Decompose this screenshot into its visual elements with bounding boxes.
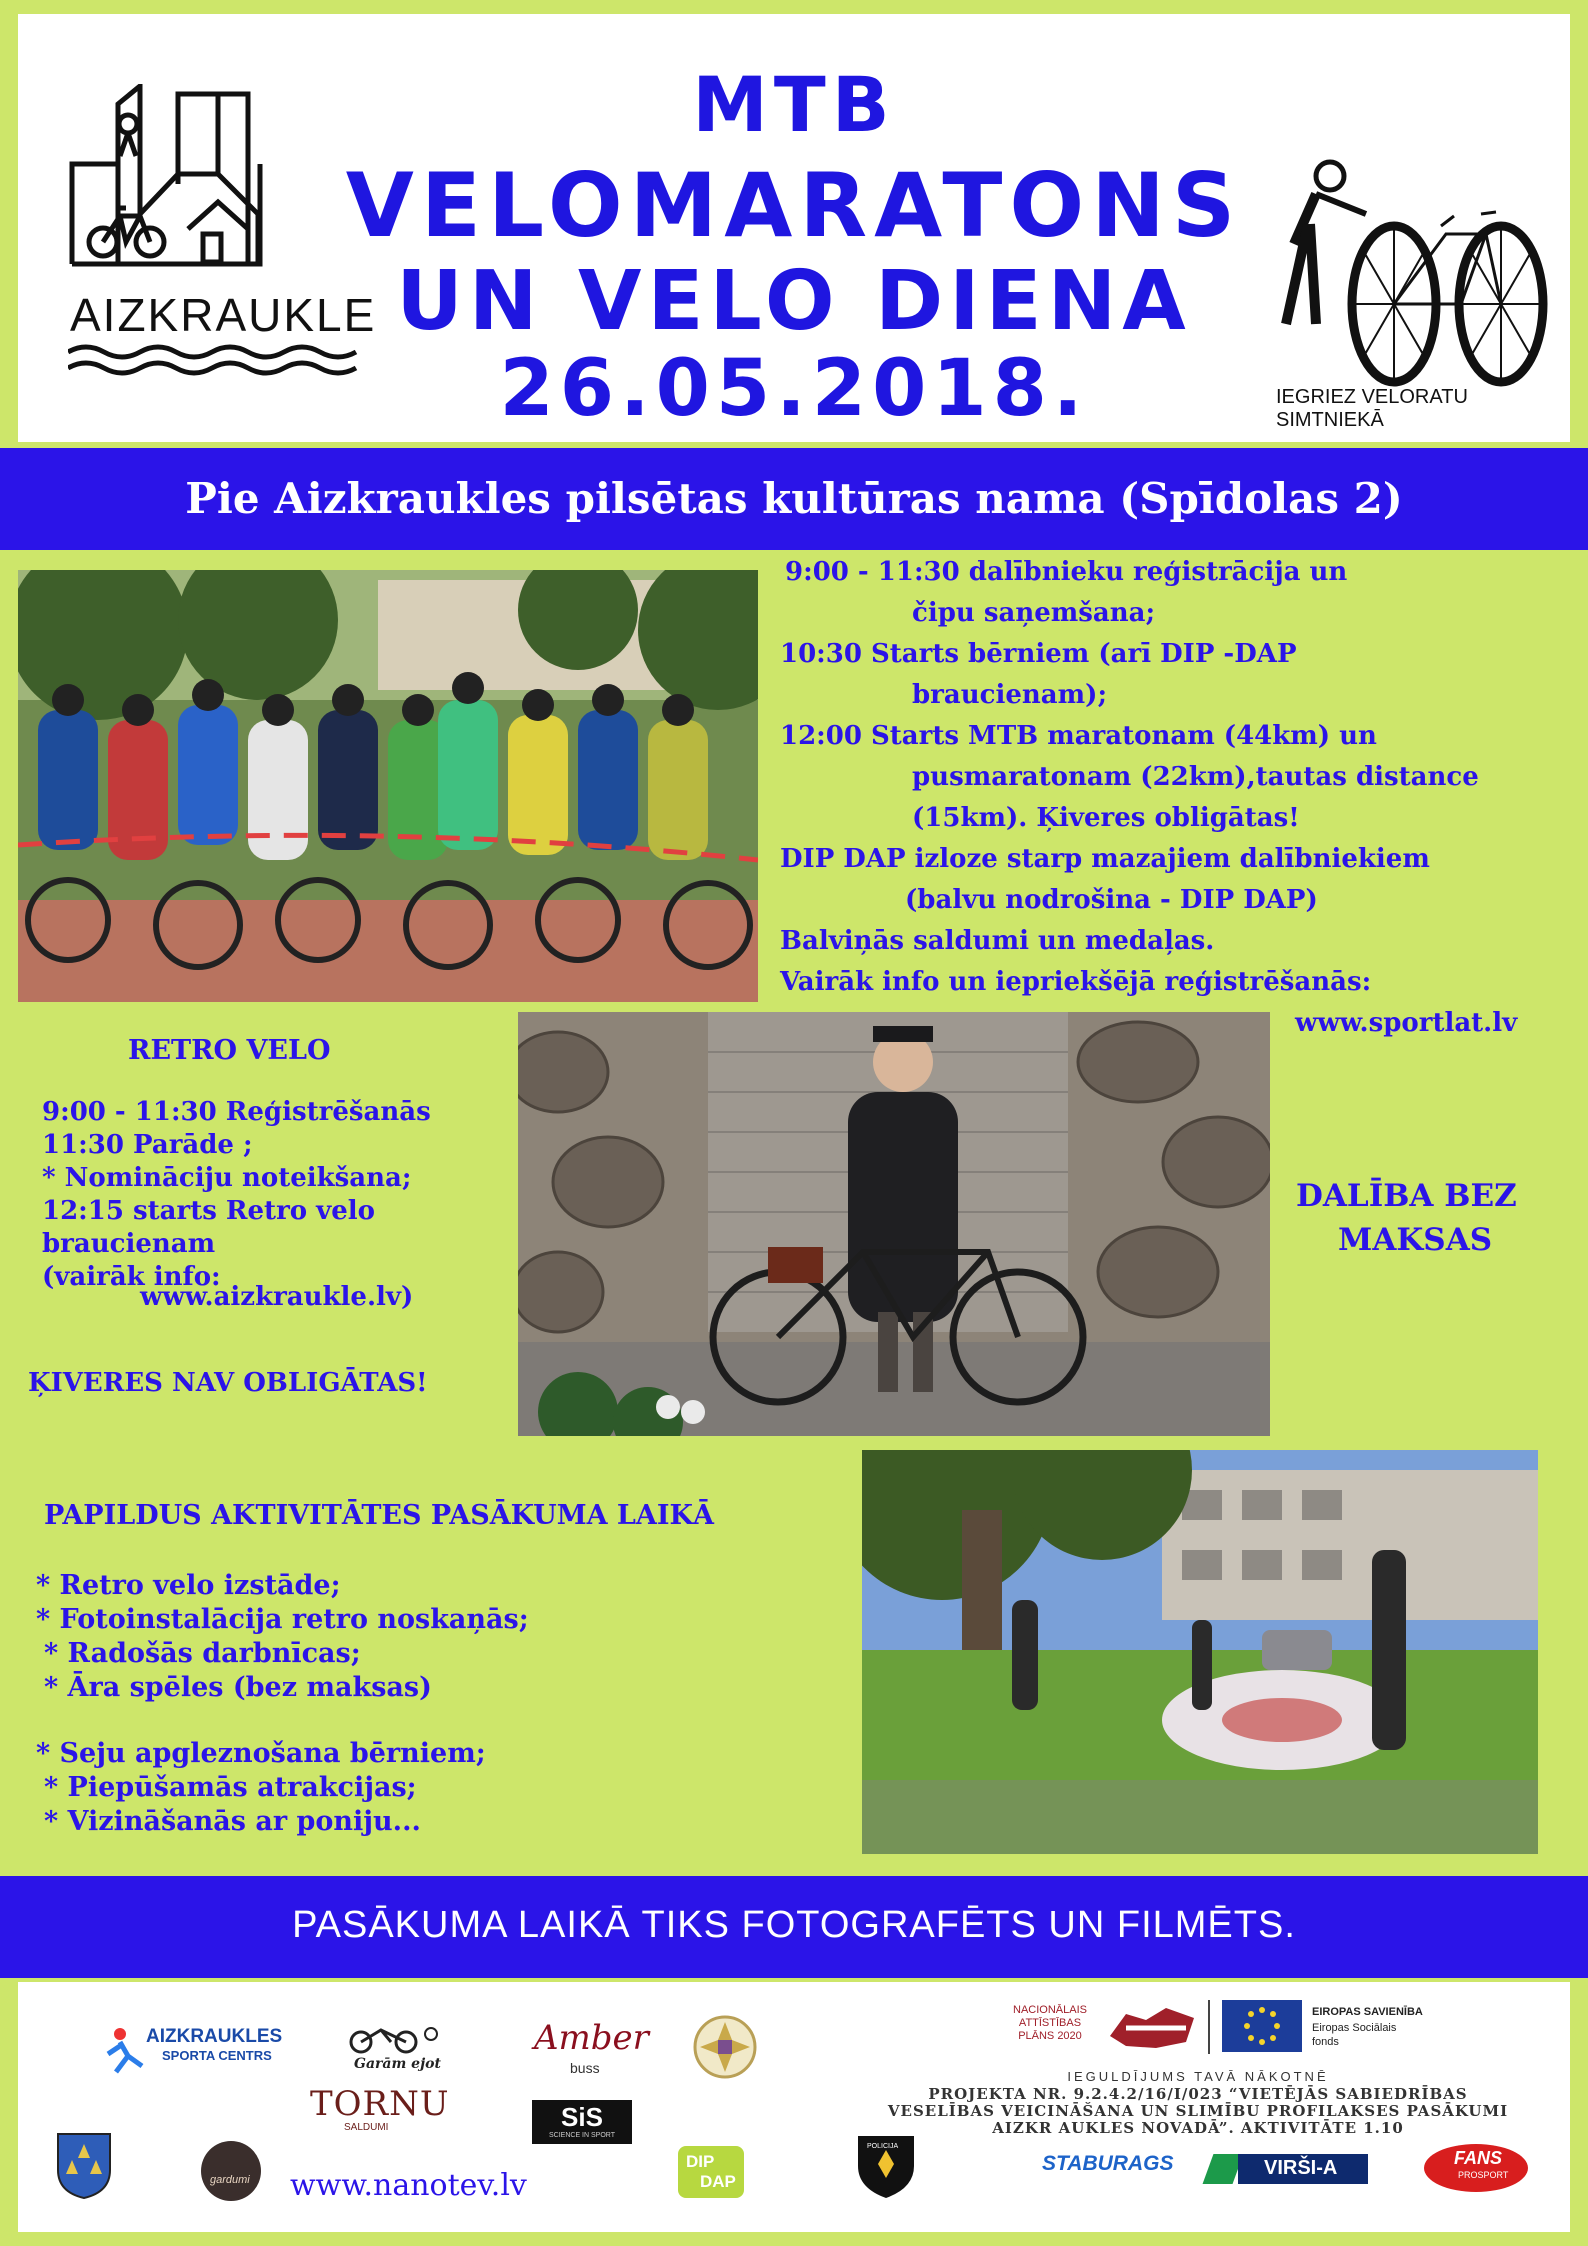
schedule-line-1: 9:00 - 11:30 dalībnieku reģistrācija un (785, 557, 1348, 587)
sponsor-tornu-saldumi (310, 2074, 510, 2144)
sportlat-link[interactable]: www.sportlat.lv (1295, 1008, 1518, 1038)
sponsor-aizkraukle-coat-of-arms (54, 2130, 114, 2200)
schedule-line-2: čipu saņemšana; (912, 598, 1156, 628)
retro-line-5: braucienam (42, 1229, 216, 1259)
eu-flag-icon (1222, 2000, 1302, 2052)
free-participation-line-1: DALĪBA BEZ (1296, 1178, 1517, 1214)
event-date: 26.05.2018. (499, 344, 1089, 434)
badge-emblem-icon (690, 2012, 760, 2082)
schedule-line-10: Balviņās saldumi un medaļas. (780, 926, 1215, 956)
activity-5: * Seju apgleznošana bērniem; (36, 1738, 486, 1769)
schedule-line-6: pusmaratonam (22km),tautas distance (912, 762, 1479, 792)
eu-line-2: Eiropas Sociālais (1312, 2022, 1397, 2034)
photo-cyclists-start (18, 570, 758, 1002)
fans-text: FANS (1454, 2148, 1503, 2168)
schedule-line-7: (15km). Ķiveres obligātas! (912, 803, 1300, 833)
garam-ejot-text: Garām ejot (354, 2056, 441, 2072)
eu-line-1: EIROPAS SAVIENĪBA (1312, 2006, 1423, 2018)
schedule-line-11: Vairāk info un iepriekšējā reģistrēšanās: (780, 967, 1372, 997)
aizkraukle-link[interactable]: www.aizkraukle.lv) (140, 1282, 414, 1312)
buss-text: buss (570, 2060, 600, 2076)
sponsor-sis (532, 2100, 632, 2144)
velo-100-logo (1256, 154, 1556, 434)
filming-notice-text: PASĀKUMA LAIKĀ TIKS FOTOGRAFĒTS UN FILMĒTS. (292, 1904, 1296, 1946)
title-line-1: MTB (692, 60, 896, 149)
prosport-text: PROSPORT (1458, 2170, 1509, 2180)
sponsor-badge (690, 2012, 760, 2082)
schedule-line-8: DIP DAP izloze starp mazajiem dalībniekiem (780, 844, 1430, 874)
gardumi-text: gardumi (210, 2174, 250, 2186)
aizkraukle-logo-text: AIZKRAUKLE (70, 289, 377, 341)
nanotev-link[interactable]: www.nanotev.lv (290, 2168, 527, 2203)
police-badge-icon (854, 2130, 918, 2200)
sports-center-line-2: SPORTA CENTRS (162, 2048, 272, 2063)
photo-park-activities (862, 1450, 1538, 1854)
retro-line-6: (vairāk info: (42, 1262, 221, 1292)
nap-line-2: ATTĪSTĪBAS (1018, 2017, 1082, 2029)
filming-notice-band (0, 1876, 1588, 1978)
investment-text: IEGULDĪJUMS TAVĀ NĀKOTNĒ (1067, 2069, 1329, 2084)
sports-center-line-1: AIZKRAUKLES (146, 2026, 283, 2047)
sis-subtitle-text: SCIENCE IN SPORT (549, 2132, 615, 2139)
sponsor-policija (854, 2130, 918, 2200)
garam-bike-icon (336, 2024, 446, 2054)
free-participation-line-2: MAKSAS (1338, 1222, 1493, 1258)
activity-6: * Piepūšamās atrakcijas; (44, 1772, 417, 1803)
funding-divider (1208, 2000, 1210, 2054)
activity-7: * Vizināšanās ar poniju... (44, 1806, 421, 1837)
activity-1: * Retro velo izstāde; (36, 1570, 341, 1601)
project-line-3: AIZKR AUKLES NOVADĀ”. AKTIVITĀTE 1.10 (992, 2119, 1404, 2137)
photo-retro-image (518, 1012, 1270, 1436)
policija-text: POLICIJA (867, 2143, 899, 2150)
amber-text: Amber (534, 2018, 649, 2058)
activities-title: PAPILDUS AKTIVITĀTES PASĀKUMA LAIKĀ (44, 1500, 714, 1531)
nap-line-1: NACIONĀLAIS (1013, 2004, 1087, 2016)
sponsor-sports-center (106, 2022, 306, 2082)
bicycle-100-icon (1256, 154, 1556, 394)
photo-retro-cyclist (518, 1012, 1270, 1436)
location-band (0, 448, 1588, 550)
retro-line-1: 9:00 - 11:30 Reģistrēšanās (42, 1097, 431, 1127)
dipdap-text-2: DAP (700, 2172, 736, 2191)
retro-velo-title: RETRO VELO (128, 1035, 331, 1066)
tornu-saldumi-text: SALDUMI (344, 2122, 389, 2133)
virsi-text: VIRŠI-A (1264, 2157, 1338, 2179)
activity-4: * Āra spēles (bez maksas) (44, 1672, 432, 1703)
photo-park-image (862, 1450, 1538, 1854)
sponsor-virsi (1208, 2152, 1368, 2186)
header (18, 14, 1570, 442)
helmets-not-required: ĶIVERES NAV OBLIGĀTAS! (28, 1368, 428, 1398)
activity-3: * Radošās darbnīcas; (44, 1638, 361, 1669)
schedule-line-3: 10:30 Starts bērniem (arī DIP -DAP (780, 639, 1297, 669)
title-line-2: VELOMARATONS (345, 154, 1243, 257)
schedule-line-5: 12:00 Starts MTB maratonam (44km) un (780, 721, 1377, 751)
sponsor-gardumi (198, 2138, 264, 2204)
retro-line-3: * Nomināciju noteikšana; (42, 1163, 412, 1193)
activity-2: * Fotoinstalācija retro noskaņās; (36, 1604, 529, 1635)
eu-line-3: fonds (1312, 2036, 1339, 2048)
sponsors-footer (18, 1982, 1570, 2232)
retro-line-4: 12:15 starts Retro velo (42, 1196, 376, 1226)
funding-logos (978, 2000, 1558, 2060)
sponsor-fans-prosport (1422, 2142, 1530, 2194)
athlete-icon (106, 2026, 146, 2076)
sponsor-amber-buss (530, 2006, 649, 2086)
tornu-text: TORNU (310, 2084, 450, 2124)
title-line-3: UN VELO DIENA (396, 254, 1192, 349)
nap-line-3: PLĀNS 2020 (1018, 2030, 1082, 2042)
sponsor-dipdap (678, 2146, 744, 2198)
velo-100-logo-text: IEGRIEZ VELORATU SIMTNIEKĀ (1276, 386, 1468, 431)
sponsor-staburags: STABURAGS (1042, 2152, 1174, 2175)
schedule-line-9: (balvu nodrošina - DIP DAP) (905, 885, 1318, 915)
photo-cyclists-image (18, 570, 758, 1002)
project-line-2: VESELĪBAS VEICINĀŠANA UN SLIMĪBU PROFILAKSES PASĀKUMI (887, 2102, 1509, 2120)
sis-text: SiS (561, 2102, 603, 2132)
project-line-1: PROJEKTA NR. 9.2.4.2/16/I/023 “VIETĒJĀS SABIEDRĪBAS (928, 2085, 1468, 2103)
latvia-map-icon (1106, 2002, 1198, 2052)
gardumi-round-logo (198, 2138, 264, 2204)
retro-line-2: 11:30 Parāde ; (42, 1130, 253, 1160)
location-text: Pie Aizkraukles pilsētas kultūras nama (Spīdolas 2) (185, 474, 1403, 523)
dipdap-text-1: DIP (686, 2152, 715, 2171)
coat-of-arms-icon (54, 2130, 114, 2200)
schedule-line-4: braucienam); (912, 680, 1108, 710)
